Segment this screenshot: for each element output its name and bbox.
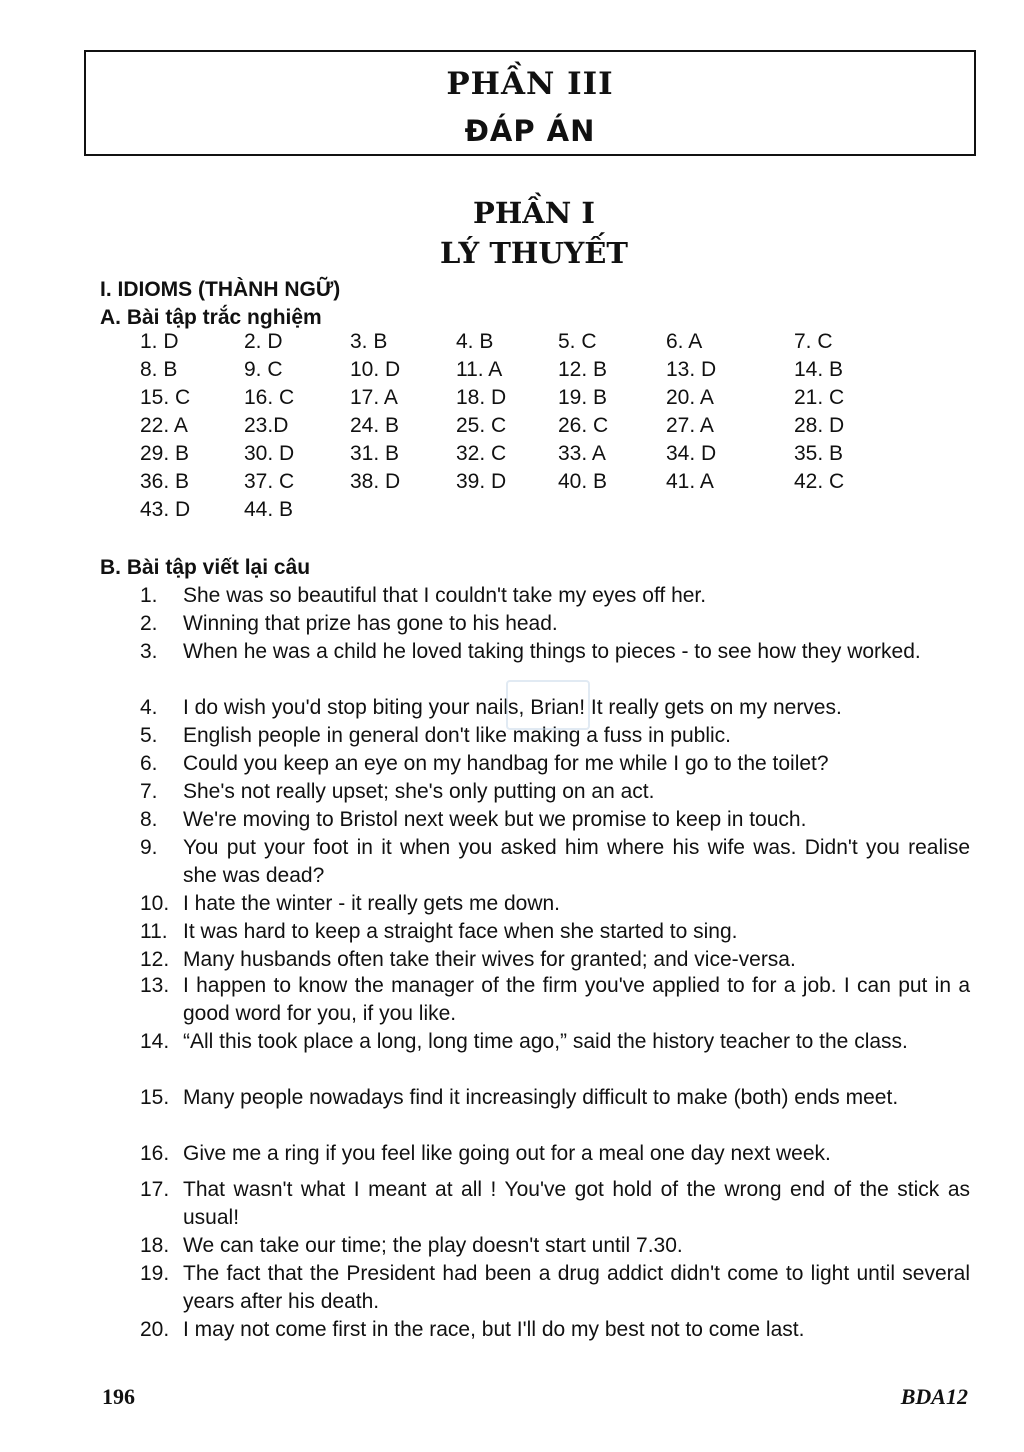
item-text: “All this took place a long, long time ago,” said the history teacher to the class.: [183, 1030, 908, 1053]
section-b-heading: B. Bài tập viết lại câu: [100, 556, 311, 579]
answer-cell: 26. C: [558, 414, 609, 437]
item-number: 12.: [140, 948, 170, 971]
item-text: She's not really upset; she's only putting on an act.: [183, 780, 655, 803]
answer-cell: 3. B: [350, 330, 388, 353]
answer-cell: 10. D: [350, 358, 401, 381]
item-number: 15.: [140, 1086, 170, 1109]
list-item: [140, 1140, 970, 1168]
answer-cell: 34. D: [666, 442, 717, 465]
item-number: 18.: [140, 1234, 170, 1257]
item-text: Could you keep an eye on my handbag for me while I go to the toilet?: [183, 752, 829, 775]
item-text: That wasn't what I meant at all ! You've got hold of the wrong end of the stick as usual!: [183, 1178, 970, 1229]
item-number: 10.: [140, 892, 170, 915]
item-number: 17.: [140, 1178, 170, 1201]
answer-cell: 16. C: [244, 386, 295, 409]
list-item: [140, 1084, 970, 1112]
item-number: 8.: [140, 808, 158, 831]
answer-cell: 12. B: [558, 358, 608, 381]
item-text: When he was a child he loved taking things to pieces - to see how they worked.: [183, 640, 921, 663]
answer-cell: 2. D: [244, 330, 283, 353]
item-number: 13.: [140, 974, 170, 997]
answer-cell: 8. B: [140, 358, 178, 381]
answer-cell: 20. A: [666, 386, 714, 409]
item-number: 16.: [140, 1142, 170, 1165]
item-text: Winning that prize has gone to his head.: [183, 612, 558, 635]
item-number: 19.: [140, 1262, 170, 1285]
item-number: 4.: [140, 696, 158, 719]
list-item: [140, 1232, 970, 1260]
list-item: [140, 778, 970, 806]
list-item: [140, 946, 970, 974]
answer-cell: 39. D: [456, 470, 507, 493]
item-text: Give me a ring if you feel like going out for a meal one day next week.: [183, 1142, 831, 1165]
list-item: [140, 610, 970, 638]
list-item: [140, 1316, 970, 1344]
watermark-logo: [506, 680, 590, 730]
list-item: [140, 1028, 970, 1056]
answer-cell: 35. B: [794, 442, 844, 465]
item-text: Many people nowadays find it increasingly difficult to make (both) ends meet.: [183, 1086, 899, 1109]
answer-cell: 37. C: [244, 470, 295, 493]
answer-cell: 17. A: [350, 386, 398, 409]
item-number: 1.: [140, 584, 158, 607]
answer-cell: 6. A: [666, 330, 703, 353]
item-text: I do wish you'd stop biting your nails, Brian! It really gets on my nerves.: [183, 696, 842, 719]
item-text: She was so beautiful that I couldn't take my eyes off her.: [183, 584, 707, 607]
section-a-heading: A. Bài tập trắc nghiệm: [100, 306, 322, 329]
item-number: 5.: [140, 724, 158, 747]
answer-cell: 5. C: [558, 330, 597, 353]
item-text: I hate the winter - it really gets me down.: [183, 892, 561, 915]
item-number: 7.: [140, 780, 158, 803]
header-title: PHẦN III: [446, 66, 614, 102]
answer-cell: 7. C: [794, 330, 833, 353]
item-text: You put your foot in it when you asked him where his wife was. Didn't you realise she was dead?: [183, 836, 970, 887]
item-number: 11.: [140, 920, 168, 943]
answer-cell: 29. B: [140, 442, 190, 465]
answer-cell: 41. A: [666, 470, 714, 493]
item-number: 14.: [140, 1030, 170, 1053]
item-text: I may not come first in the race, but I'll do my best not to come last.: [183, 1318, 805, 1341]
answer-cell: 21. C: [794, 386, 845, 409]
page-number: 196: [102, 1384, 135, 1409]
answer-cell: 18. D: [456, 386, 507, 409]
list-item: [140, 806, 970, 834]
answer-cell: 25. C: [456, 414, 507, 437]
header-box: [84, 50, 976, 156]
item-number: 6.: [140, 752, 158, 775]
list-item: [140, 750, 970, 778]
book-code: BDA12: [900, 1384, 968, 1409]
item-number: 20.: [140, 1318, 170, 1341]
list-item: [140, 582, 970, 610]
answer-cell: 1. D: [140, 330, 179, 353]
list-item: [140, 890, 970, 918]
answer-cell: 9. C: [244, 358, 283, 381]
list-item: [140, 834, 970, 890]
answer-cell: 31. B: [350, 442, 400, 465]
answer-cell: 30. D: [244, 442, 295, 465]
list-item: [140, 972, 970, 1028]
item-text: It was hard to keep a straight face when she started to sing.: [183, 920, 738, 943]
item-number: 9.: [140, 836, 158, 859]
answer-cell: 38. D: [350, 470, 401, 493]
answer-cell: 11. A: [456, 358, 503, 381]
item-number: 2.: [140, 612, 158, 635]
answer-cell: 19. B: [558, 386, 608, 409]
answer-cell: 28. D: [794, 414, 845, 437]
list-item: [140, 1176, 970, 1232]
item-text: We're moving to Bristol next week but we promise to keep in touch.: [183, 808, 807, 831]
answer-cell: 22. A: [140, 414, 188, 437]
answer-cell: 23.D: [244, 414, 289, 437]
answer-cell: 13. D: [666, 358, 717, 381]
answer-cell: 32. C: [456, 442, 507, 465]
list-item: [140, 918, 970, 946]
answer-cell: 33. A: [558, 442, 606, 465]
list-item: [140, 638, 970, 666]
answer-cell: 36. B: [140, 470, 190, 493]
list-item: [140, 1260, 970, 1316]
item-text: I happen to know the manager of the firm you've applied to for a job. I can put in a good word for you, if you like.: [183, 974, 970, 1025]
answer-cell: 42. C: [794, 470, 845, 493]
answer-cell: 24. B: [350, 414, 400, 437]
answer-cell: 44. B: [244, 498, 294, 521]
item-text: Many husbands often take their wives for granted; and vice-versa.: [183, 948, 796, 971]
item-text: English people in general don't like making a fuss in public.: [183, 724, 732, 747]
answer-cell: 27. A: [666, 414, 714, 437]
part-subtitle: LÝ THUYẾT: [440, 236, 628, 270]
item-text: We can take our time; the play doesn't start until 7.30.: [183, 1234, 683, 1257]
answer-cell: 14. B: [794, 358, 844, 381]
part-title: PHẦN I: [473, 196, 595, 230]
section-heading: I. IDIOMS (THÀNH NGỮ): [100, 278, 341, 301]
answer-cell: 15. C: [140, 386, 191, 409]
header-subtitle: ĐÁP ÁN: [464, 114, 596, 148]
item-number: 3.: [140, 640, 158, 663]
item-text: The fact that the President had been a drug addict didn't come to light until several years after his death.: [183, 1262, 970, 1313]
answer-cell: 40. B: [558, 470, 608, 493]
answer-cell: 43. D: [140, 498, 191, 521]
answer-cell: 4. B: [456, 330, 494, 353]
